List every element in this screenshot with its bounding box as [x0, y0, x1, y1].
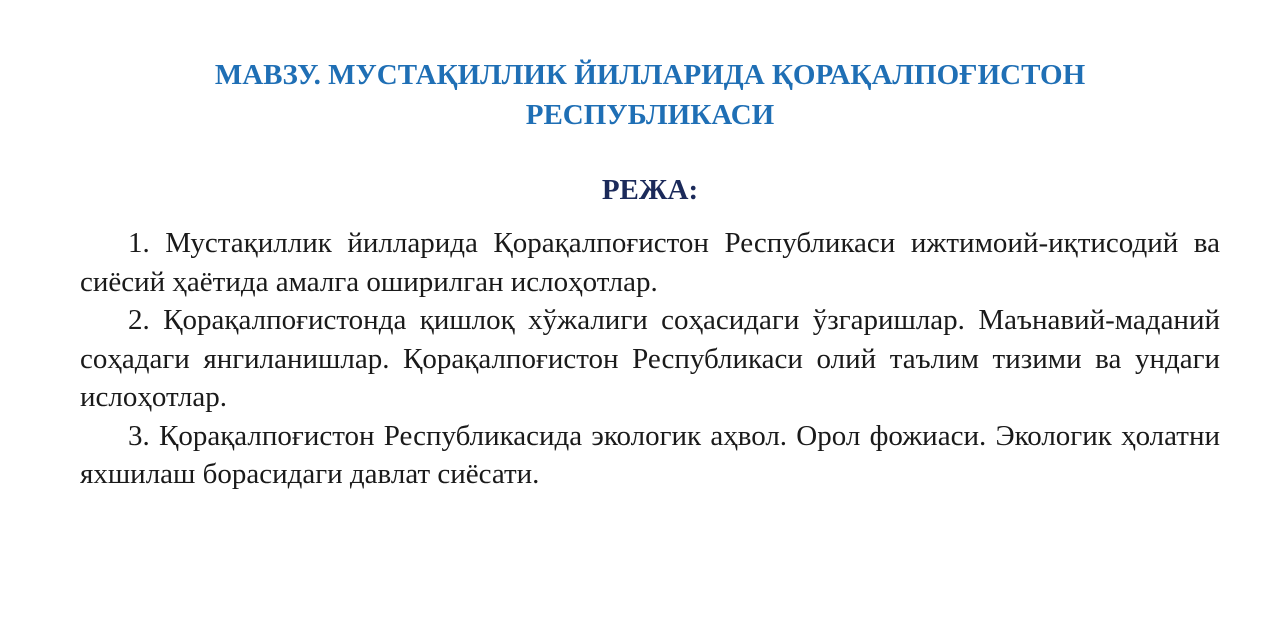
- plan-item-3: 3. Қорақалпоғистон Республикасида экологик аҳвол. Орол фожиаси. Экологик ҳолатни яхшилаш борасидаги давлат сиёсати.: [80, 419, 1220, 490]
- plan-heading: РЕЖА:: [601, 174, 699, 206]
- page-title: [80, 55, 1220, 135]
- plan-list: [80, 224, 1220, 494]
- plan-item-2: 2. Қорақалпоғистонда қишлоқ хўжалиги соҳасидаги ўзгаришлар. Маънавий-маданий соҳадаги янгиланишлар. Қорақалпоғистон Республикаси олий таълим тизими ва ундаги ислоҳотлар.: [80, 304, 1220, 413]
- plan-item-1: 1. Мустақиллик йилларида Қорақалпоғистон Республикаси ижтимоий-иқтисодий ва сиёсий ҳаётида амалга оширилган ислоҳотлар.: [80, 227, 1220, 298]
- title-line-2: РЕСПУБЛИКАСИ: [525, 99, 775, 131]
- title-line-1: МАВЗУ. МУСТАҚИЛЛИК ЙИЛЛАРИДА ҚОРАҚАЛПОҒИСТОН: [214, 59, 1086, 91]
